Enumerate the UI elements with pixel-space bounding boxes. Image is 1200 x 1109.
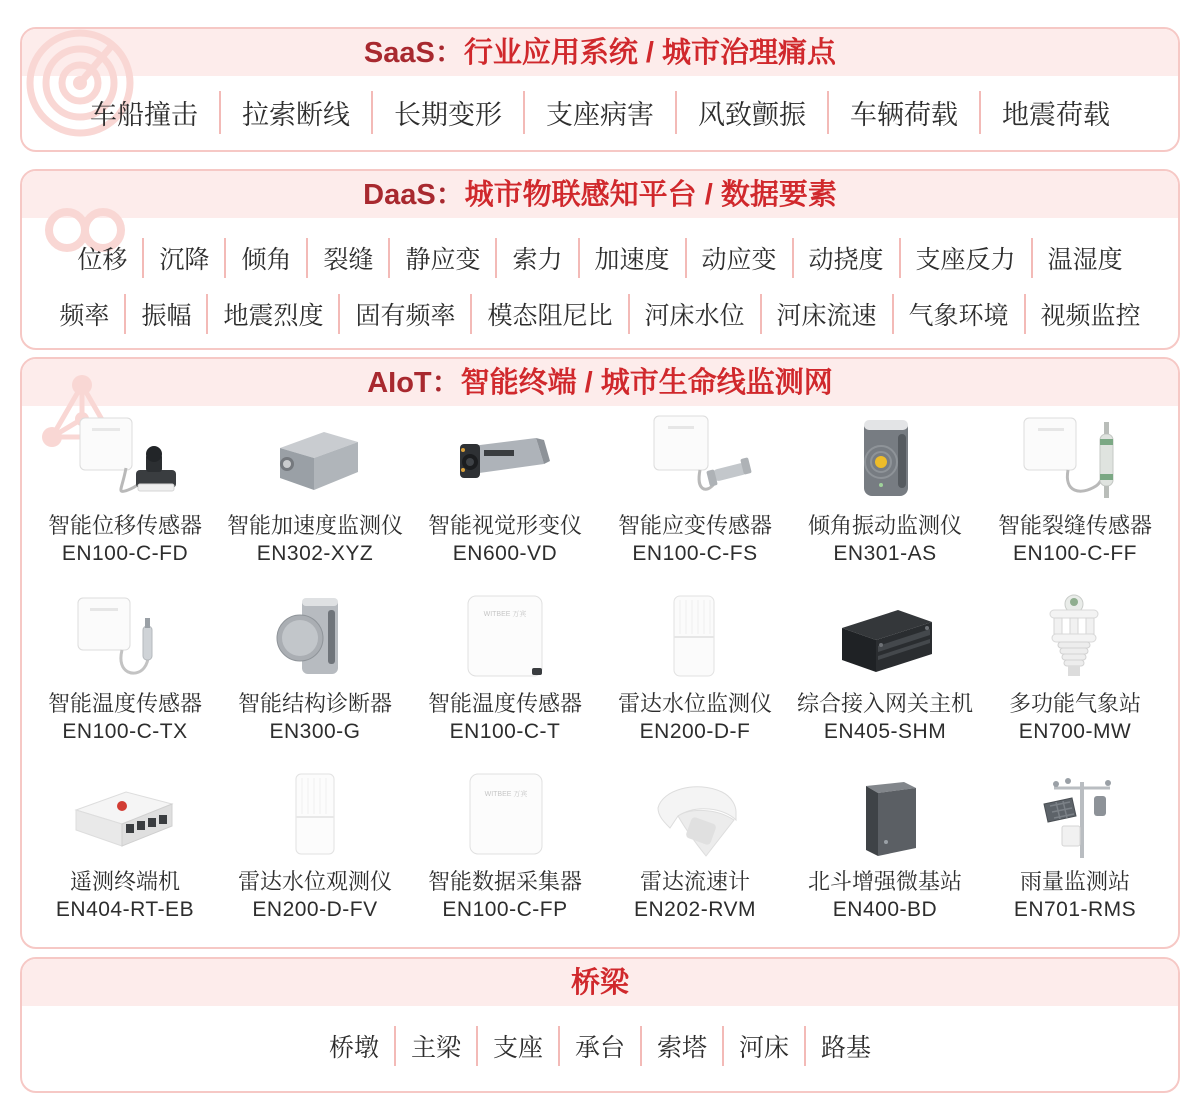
keyword-item: 温湿度 [1031,238,1138,278]
product-card [30,410,220,588]
keyword-item: 动应变 [685,238,792,278]
product-name: 倾角振动监测仪 [807,513,962,538]
keyword-item: 主梁 [394,1026,476,1066]
keyword-item: 地震荷载 [979,91,1131,134]
keyword-item: 支座 [476,1026,558,1066]
product-model: EN100-C-FP [442,898,568,921]
keyword-item: 静应变 [388,238,495,278]
section-bridge [20,957,1180,1093]
product-name: 雷达流速计 [639,869,750,894]
product-card [790,766,980,944]
aiot-product-grid [22,406,1178,944]
product-name: 雨量监测站 [1019,869,1130,894]
product-name: 智能位移传感器 [47,513,202,538]
aiot-title-text: 智能终端 / 城市生命线监测网 [460,367,833,399]
keyword-item: 车辆荷载 [827,91,979,134]
product-card [30,766,220,944]
section-saas [20,27,1180,152]
tilt-vibration-monitor-icon [819,412,951,508]
keyword-item: 风致颤振 [675,91,827,134]
daas-title-prefix: DaaS： [363,179,465,211]
keyword-item: 位移 [77,246,128,274]
product-card [220,588,410,766]
svg-text:WITBEE 万宾: WITBEE 万宾 [484,791,528,798]
aiot-title-prefix: AIoT： [367,367,461,399]
daas-keyword-row-2 [22,294,1178,334]
aiot-title [367,367,833,399]
product-card [600,588,790,766]
keyword-item: 加速度 [578,238,685,278]
product-model: EN100-C-T [449,720,561,743]
product-model: EN100-C-TX [62,720,188,743]
keyword-item: 河床水位 [628,294,760,334]
temp-sensor-probe-icon [59,590,191,686]
beidou-base-station-icon [819,768,951,864]
product-name: 智能温度传感器 [47,691,202,716]
weather-station-icon [1009,590,1141,686]
section-aiot [20,357,1180,949]
daas-body [22,218,1178,350]
keyword-item: 固有频率 [338,294,470,334]
product-model: EN404-RT-EB [55,898,195,921]
product-card [410,766,600,944]
product-model: EN100-C-FS [632,542,758,565]
product-model: EN200-D-F [639,720,751,743]
data-collector-icon [439,768,571,864]
gateway-host-icon [819,590,951,686]
bridge-title-text: 桥梁 [570,967,629,999]
product-name: 智能加速度监测仪 [226,513,403,538]
product-card [790,410,980,588]
daas-title [363,179,837,211]
keyword-item: 气象环境 [892,294,1024,334]
product-name: 雷达水位观测仪 [237,869,392,894]
bridge-header [22,959,1178,1006]
keyword-item: 河床流速 [760,294,892,334]
saas-keyword-row [22,76,1178,148]
product-name: 遥测终端机 [69,869,180,894]
product-name: 北斗增强微基站 [807,869,962,894]
product-model: EN600-VD [452,542,558,565]
keyword-item: 承台 [558,1026,640,1066]
section-daas [20,169,1180,350]
structure-diagnostor-icon [249,590,381,686]
product-model: EN100-C-FD [61,542,189,565]
bridge-keyword-row [22,1006,1178,1086]
product-model: EN701-RMS [1013,898,1137,921]
keyword-item: 索塔 [640,1026,722,1066]
crack-sensor-icon [1009,412,1141,508]
bridge-title [571,967,629,999]
keyword-item: 视频监控 [1024,294,1156,334]
product-name: 雷达水位监测仪 [617,691,772,716]
keyword-item: 索力 [495,238,577,278]
product-model: EN202-RVM [634,898,756,921]
product-model: EN200-D-FV [252,898,378,921]
keyword-item: 支座反力 [899,238,1031,278]
keyword-item: 裂缝 [306,238,388,278]
product-card [30,588,220,766]
daas-keyword-row-1 [22,238,1178,278]
telemetry-terminal-icon [59,768,191,864]
keyword-item: 地震烈度 [206,294,338,334]
radar-water-level-2-icon [249,768,381,864]
product-name: 智能应变传感器 [617,513,772,538]
product-card [410,588,600,766]
product-card [220,766,410,944]
product-name: 多功能气象站 [1008,691,1141,716]
product-name: 综合接入网关主机 [796,691,973,716]
product-card [980,410,1170,588]
rain-station-icon [1009,768,1141,864]
keyword-item: 动挠度 [792,238,899,278]
keyword-item: 车船撞击 [90,99,198,130]
keyword-item: 振幅 [124,294,206,334]
product-card [600,766,790,944]
keyword-item: 频率 [59,302,110,330]
strain-sensor-icon [629,412,761,508]
product-card [410,410,600,588]
product-model: EN300-G [269,720,361,743]
product-name: 智能结构诊断器 [237,691,392,716]
radar-flow-meter-icon [629,768,761,864]
product-model: EN302-XYZ [256,542,374,565]
keyword-item: 长期变形 [371,91,523,134]
product-name: 智能视觉形变仪 [427,513,582,538]
acceleration-monitor-icon [249,412,381,508]
aiot-header [22,359,1178,406]
keyword-item: 路基 [804,1026,886,1066]
svg-text:WITBEE 万宾: WITBEE 万宾 [483,611,527,618]
product-model: EN301-AS [833,542,937,565]
product-card [220,410,410,588]
keyword-item: 沉降 [142,238,224,278]
saas-header [22,29,1178,76]
product-card [980,766,1170,944]
product-model: EN100-C-FF [1012,542,1138,565]
product-card [790,588,980,766]
product-name: 智能裂缝传感器 [997,513,1152,538]
product-name: 智能数据采集器 [427,869,582,894]
keyword-item: 桥墩 [328,1034,379,1062]
keyword-item: 模态阻尼比 [470,294,627,334]
product-card [980,588,1170,766]
product-model: EN405-SHM [823,720,947,743]
saas-title [364,37,836,69]
product-model: EN400-BD [832,898,938,921]
displacement-sensor-icon [59,412,191,508]
vision-camera-icon [439,412,571,508]
daas-header [22,171,1178,218]
saas-title-prefix: SaaS： [363,37,464,69]
radar-water-level-icon [629,590,761,686]
product-card [600,410,790,588]
temp-sensor-panel-icon [439,590,571,686]
keyword-item: 拉索断线 [219,91,371,134]
saas-title-text: 行业应用系统 / 城市治理痛点 [463,37,837,69]
daas-title-text: 城市物联感知平台 / 数据要素 [464,179,837,211]
product-name: 智能温度传感器 [427,691,582,716]
keyword-item: 河床 [722,1026,804,1066]
keyword-item: 支座病害 [523,91,675,134]
product-model: EN700-MW [1018,720,1132,743]
keyword-item: 倾角 [224,238,306,278]
